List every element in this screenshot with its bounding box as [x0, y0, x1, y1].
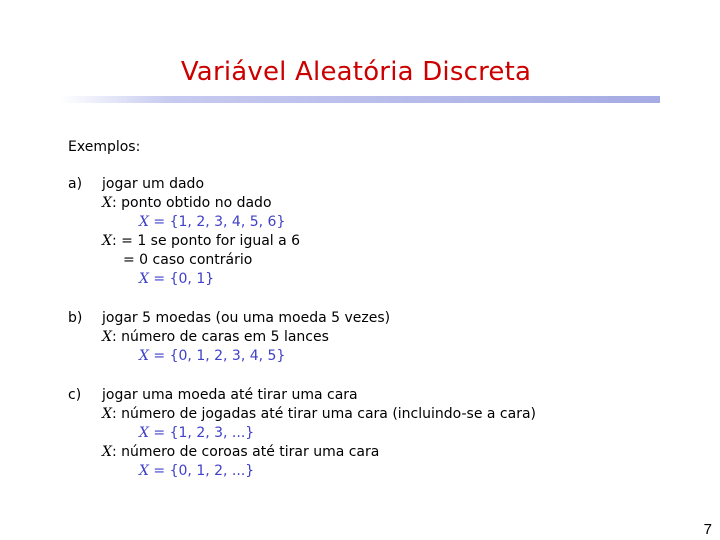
variable-x: X [102, 329, 112, 345]
line-text: : = 1 se ponto for igual a 6 [111, 233, 301, 249]
line-text: jogar uma moeda até tirar uma cara [102, 387, 358, 403]
variable-x: X [102, 233, 112, 249]
line-text: = {1, 2, 3, ...} [148, 425, 255, 441]
line-text: jogar 5 moedas (ou uma moeda 5 vezes) [102, 310, 391, 326]
example-a-line-4 [102, 232, 300, 251]
example-a-letter: a) [68, 176, 83, 192]
title-underline-bar [60, 96, 660, 103]
example-b-line-1 [102, 309, 390, 328]
example-a-line-3 [139, 213, 285, 232]
example-c-line-1 [102, 386, 358, 405]
slide-title: Variável Aleatória Discreta [180, 57, 532, 87]
variable-x: X [102, 444, 112, 460]
examples-label: Exemplos: [68, 139, 141, 155]
example-c-line-3 [139, 424, 254, 443]
line-text: : número de coroas até tirar uma cara [111, 444, 380, 460]
line-text: : número de jogadas até tirar uma cara (incluindo-se a cara) [111, 406, 537, 422]
line-text: = {1, 2, 3, 4, 5, 6} [148, 214, 286, 230]
variable-x: X [139, 214, 149, 230]
example-b-line-3 [139, 347, 285, 366]
variable-x: X [139, 425, 149, 441]
line-text: : ponto obtido no dado [111, 195, 272, 211]
variable-x: X [102, 406, 112, 422]
variable-x: X [139, 463, 149, 479]
variable-x: X [102, 195, 112, 211]
example-c-line-4 [102, 443, 379, 462]
example-a-line-1 [102, 175, 204, 194]
example-c-line-5 [139, 462, 254, 481]
line-text: jogar um dado [102, 176, 205, 192]
example-a-line-6 [139, 270, 214, 289]
variable-x: X [139, 348, 149, 364]
variable-x: X [139, 271, 149, 287]
example-b-line-2 [102, 328, 329, 347]
example-b-letter: b) [68, 310, 83, 326]
line-text: = {0, 1, 2, ...} [148, 463, 255, 479]
example-a-line-2 [102, 194, 272, 213]
line-text: = 0 caso contrário [123, 252, 253, 268]
line-text: = {0, 1, 2, 3, 4, 5} [148, 348, 286, 364]
example-a-line-5 [123, 251, 252, 270]
line-text: = {0, 1} [148, 271, 215, 287]
example-c-line-2 [102, 405, 536, 424]
example-c-letter: c) [68, 387, 82, 403]
line-text: : número de caras em 5 lances [111, 329, 329, 345]
page-number: 7 [703, 521, 712, 538]
